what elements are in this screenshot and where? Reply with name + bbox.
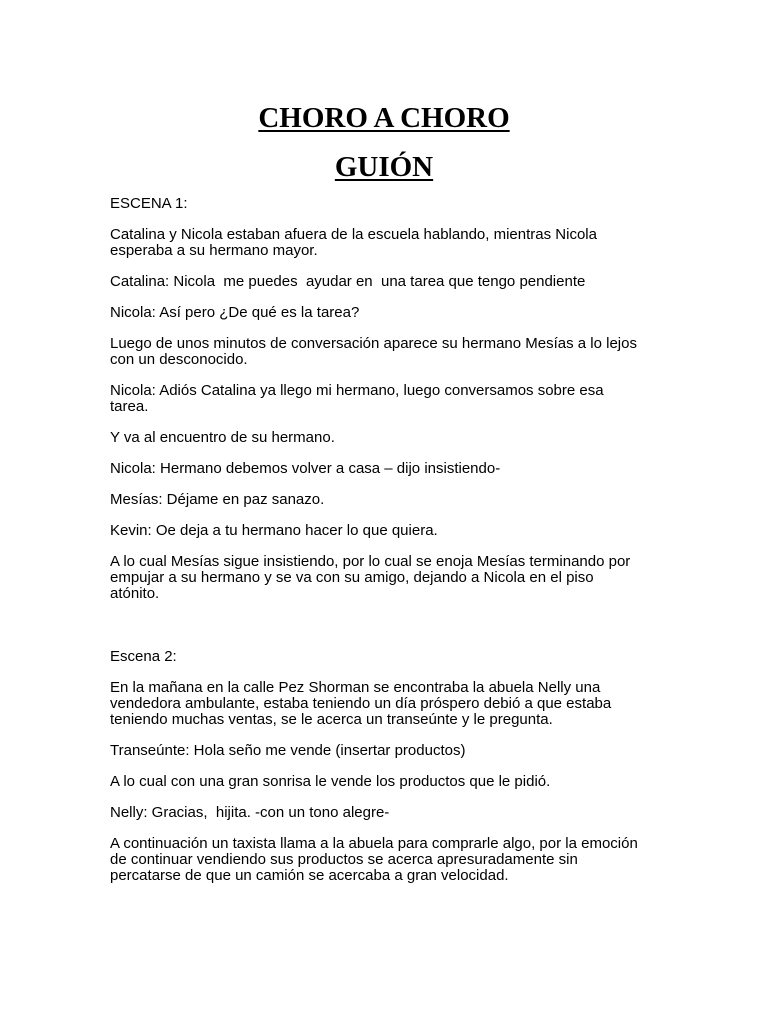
scene-heading: Escena 2: [110, 648, 177, 665]
paragraph: A lo cual con una gran sonrisa le vende los productos que le pidió. [110, 773, 551, 790]
paragraph: Catalina: Nicola me puedes ayudar en una tarea que tengo pendiente [110, 273, 586, 290]
paragraph: Nicola: Hermano debemos volver a casa – dijo insistiendo- [110, 460, 501, 477]
paragraph: Y va al encuentro de su hermano. [110, 429, 335, 446]
paragraph: Nicola: Así pero ¿De qué es la tarea? [110, 304, 360, 321]
paragraph: Nicola: Adiós Catalina ya llego mi hermano, luego conversamos sobre esa tarea. [110, 382, 604, 415]
paragraph: Catalina y Nicola estaban afuera de la escuela hablando, mientras Nicola esperaba a su hermano mayor. [110, 226, 597, 259]
document-title: CHORO A CHORO [258, 102, 510, 134]
paragraph: Kevin: Oe deja a tu hermano hacer lo que quiera. [110, 522, 438, 539]
paragraph: Transeúnte: Hola seño me vende (insertar productos) [110, 742, 466, 759]
paragraph: Mesías: Déjame en paz sanazo. [110, 491, 325, 508]
paragraph: A continuación un taxista llama a la abuela para comprarle algo, por la emoción de continuar vendiendo sus productos se acerca apresuradamente sin percatarse de que un camión se acercaba a gran velocidad. [110, 835, 638, 884]
paragraph: A lo cual Mesías sigue insistiendo, por lo cual se enoja Mesías terminando por empujar a su hermano y se va con su amigo, dejando a Nicola en el piso atónito. [110, 553, 631, 602]
paragraph: En la mañana en la calle Pez Shorman se encontraba la abuela Nelly una vendedora ambulante, estaba teniendo un día próspero debió a que estaba teniendo muchas ventas, se le acerca un transeúnte y le pregunta. [110, 679, 612, 728]
paragraph: Nelly: Gracias, hijita. -con un tono alegre- [110, 804, 390, 821]
scene-heading: ESCENA 1: [110, 195, 188, 212]
document-subtitle: GUIÓN [334, 151, 434, 183]
paragraph: Luego de unos minutos de conversación aparece su hermano Mesías a lo lejos con un desconocido. [110, 335, 637, 368]
document-body [110, 196, 670, 899]
